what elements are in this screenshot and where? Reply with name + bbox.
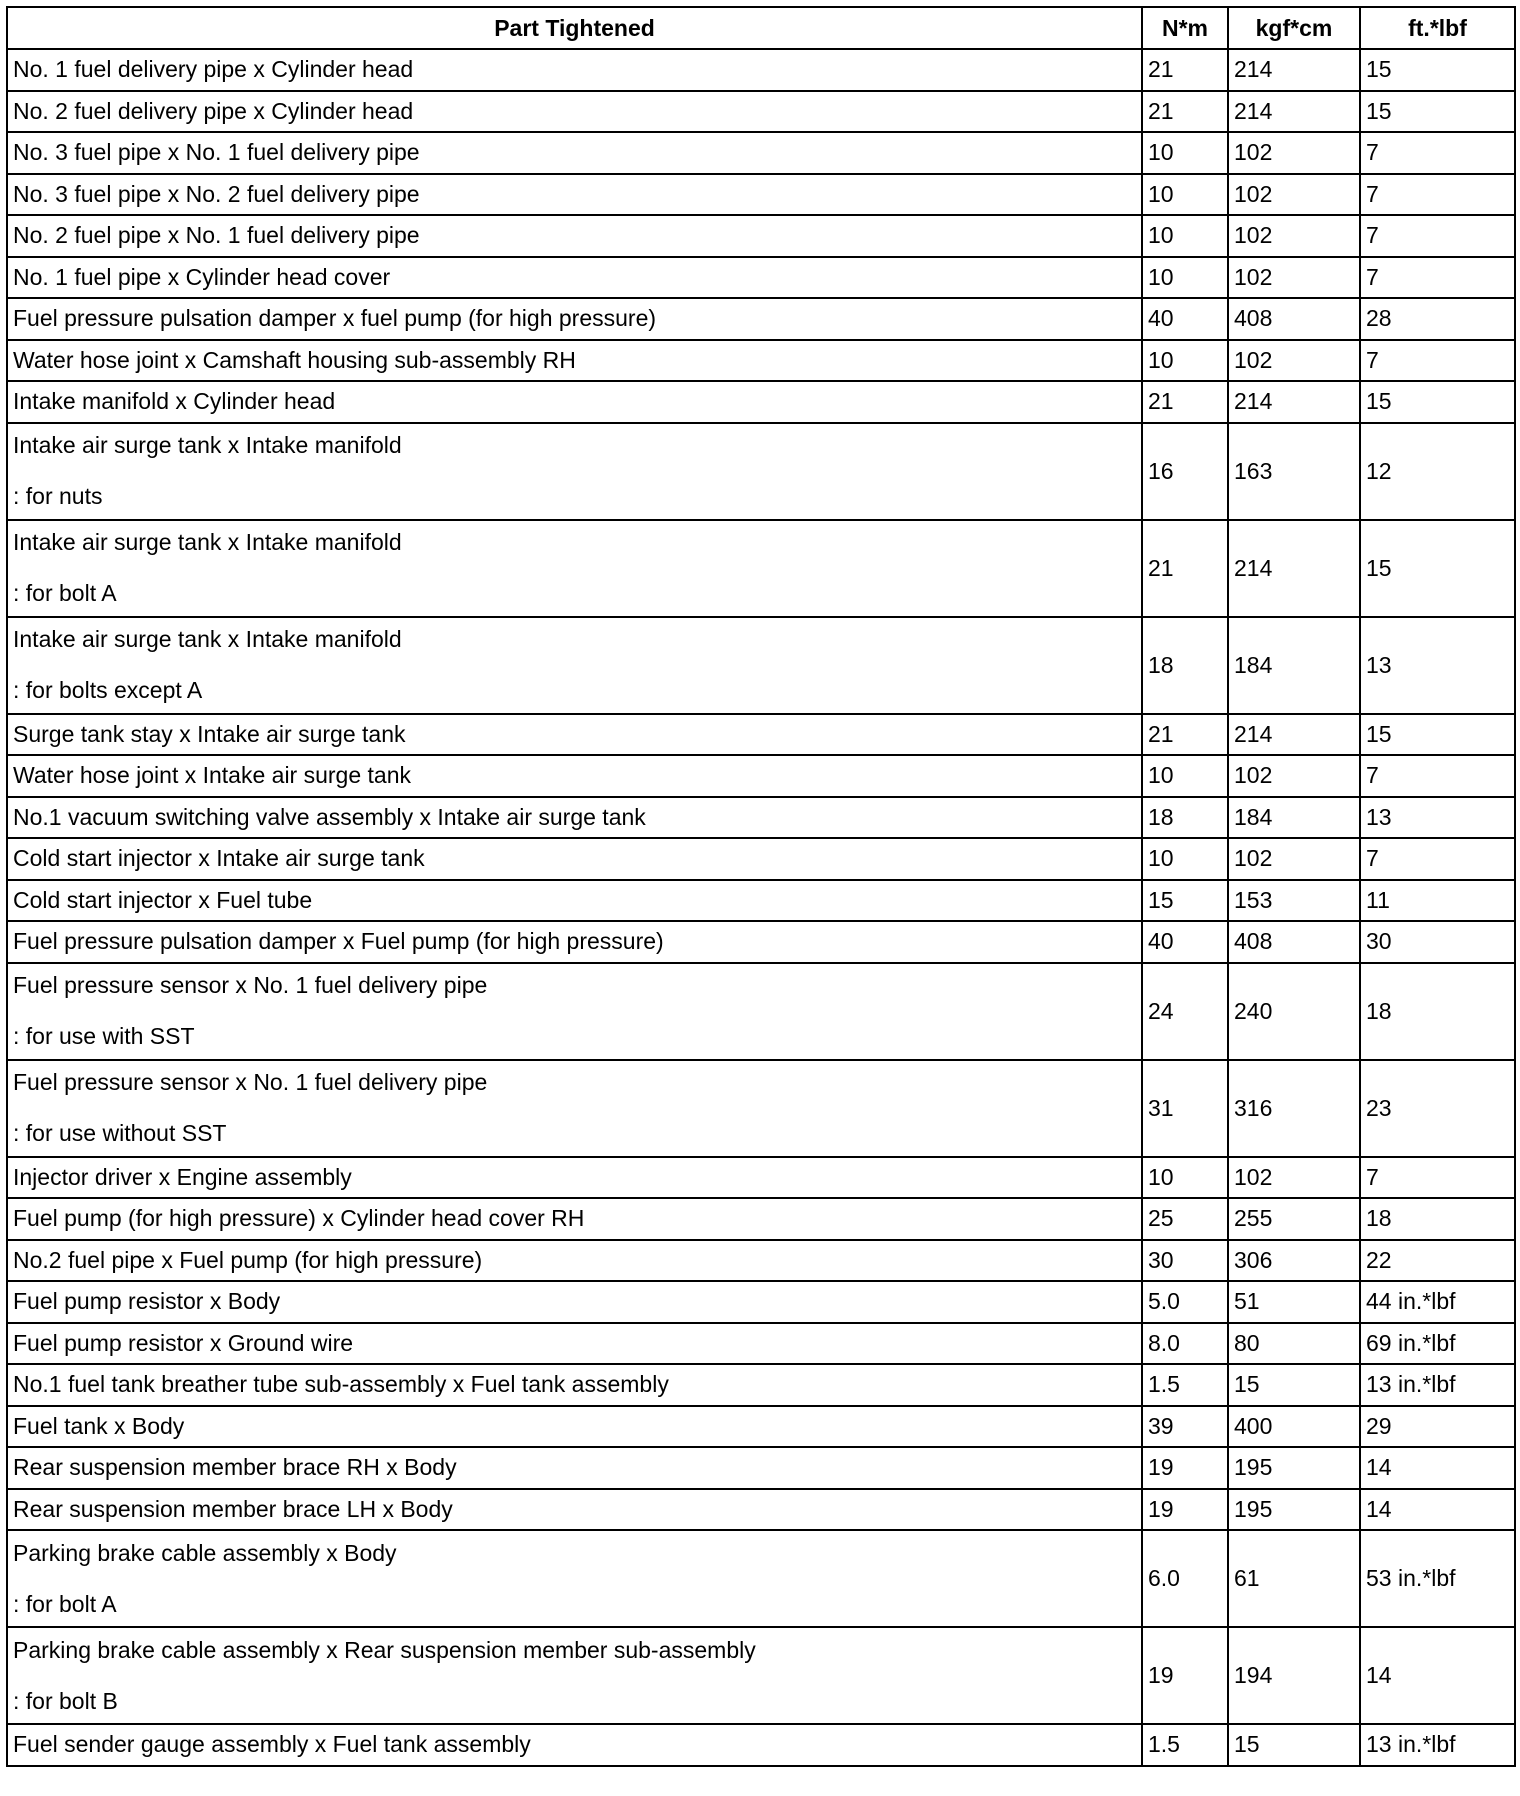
cell-nm: 21 — [1142, 91, 1228, 133]
part-name: No. 2 fuel delivery pipe x Cylinder head — [13, 97, 414, 124]
cell-kgfcm: 51 — [1228, 1281, 1360, 1323]
cell-ftlbf: 13 in.*lbf — [1360, 1364, 1515, 1406]
cell-kgfcm: 15 — [1228, 1364, 1360, 1406]
cell-kgfcm: 163 — [1228, 423, 1360, 520]
cell-ftlbf: 15 — [1360, 714, 1515, 756]
part-name: Fuel pressure sensor x No. 1 fuel delivery pipe — [13, 972, 488, 998]
table-row — [7, 520, 1515, 617]
cell-kgfcm: 214 — [1228, 49, 1360, 91]
cell-part-tightened — [7, 1406, 1142, 1448]
cell-nm: 19 — [1142, 1489, 1228, 1531]
part-name: Fuel pump resistor x Ground wire — [13, 1329, 354, 1356]
part-name: No. 3 fuel pipe x No. 1 fuel delivery pipe — [13, 139, 420, 166]
part-name: Injector driver x Engine assembly — [13, 1163, 352, 1190]
table-row — [7, 298, 1515, 340]
cell-nm: 8.0 — [1142, 1323, 1228, 1365]
cell-part-tightened — [7, 381, 1142, 423]
cell-ftlbf: 18 — [1360, 963, 1515, 1060]
cell-part-tightened — [7, 1323, 1142, 1365]
cell-nm: 19 — [1142, 1447, 1228, 1489]
cell-nm: 10 — [1142, 340, 1228, 382]
table-header-row — [7, 7, 1515, 49]
cell-part-tightened — [7, 1364, 1142, 1406]
part-name: Surge tank stay x Intake air surge tank — [13, 720, 406, 747]
part-name: Intake air surge tank x Intake manifold — [13, 626, 402, 652]
cell-part-tightened — [7, 132, 1142, 174]
table-row — [7, 1530, 1515, 1627]
part-name: Parking brake cable assembly x Rear suspension member sub-assembly — [13, 1636, 756, 1663]
cell-nm: 10 — [1142, 215, 1228, 257]
cell-nm: 24 — [1142, 963, 1228, 1060]
table-row — [7, 1447, 1515, 1489]
cell-part-tightened — [7, 1627, 1142, 1724]
cell-nm: 10 — [1142, 132, 1228, 174]
cell-kgfcm: 102 — [1228, 755, 1360, 797]
cell-nm: 18 — [1142, 617, 1228, 714]
cell-kgfcm: 102 — [1228, 174, 1360, 216]
part-name: No.1 fuel tank breather tube sub-assembly x Fuel tank assembly — [13, 1371, 669, 1398]
table-row — [7, 1627, 1515, 1724]
part-name: Fuel pressure pulsation damper x Fuel pump (for high pressure) — [13, 928, 664, 955]
table-row — [7, 880, 1515, 922]
torque-spec-table-container — [6, 6, 1516, 1767]
cell-kgfcm: 153 — [1228, 880, 1360, 922]
cell-ftlbf: 12 — [1360, 423, 1515, 520]
cell-ftlbf: 15 — [1360, 49, 1515, 91]
cell-part-tightened — [7, 963, 1142, 1060]
cell-ftlbf: 28 — [1360, 298, 1515, 340]
cell-kgfcm: 400 — [1228, 1406, 1360, 1448]
cell-ftlbf: 44 in.*lbf — [1360, 1281, 1515, 1323]
cell-nm: 18 — [1142, 797, 1228, 839]
cell-nm: 39 — [1142, 1406, 1228, 1448]
header-ftlbf: ft.*lbf — [1360, 7, 1515, 49]
table-row — [7, 1281, 1515, 1323]
table-row — [7, 340, 1515, 382]
cell-ftlbf: 14 — [1360, 1627, 1515, 1724]
table-row — [7, 423, 1515, 520]
part-name: Intake air surge tank x Intake manifold — [13, 432, 402, 458]
cell-ftlbf: 15 — [1360, 381, 1515, 423]
table-row — [7, 1060, 1515, 1157]
cell-part-tightened — [7, 797, 1142, 839]
cell-ftlbf: 69 in.*lbf — [1360, 1323, 1515, 1365]
cell-part-tightened — [7, 838, 1142, 880]
table-row — [7, 132, 1515, 174]
part-name: Fuel tank x Body — [13, 1412, 185, 1439]
cell-nm: 19 — [1142, 1627, 1228, 1724]
header-kgfcm: kgf*cm — [1228, 7, 1360, 49]
torque-spec-table — [6, 6, 1516, 1767]
cell-kgfcm: 15 — [1228, 1724, 1360, 1766]
cell-ftlbf: 7 — [1360, 174, 1515, 216]
cell-kgfcm: 184 — [1228, 617, 1360, 714]
cell-ftlbf: 14 — [1360, 1489, 1515, 1531]
part-name: Rear suspension member brace LH x Body — [13, 1495, 453, 1522]
part-note: : for use without SST — [13, 1120, 227, 1146]
part-note: : for bolt A — [13, 580, 117, 606]
table-row — [7, 49, 1515, 91]
part-name: Rear suspension member brace RH x Body — [13, 1454, 457, 1481]
cell-kgfcm: 102 — [1228, 340, 1360, 382]
table-row — [7, 797, 1515, 839]
part-name: Fuel pressure sensor x No. 1 fuel delivery pipe — [13, 1069, 488, 1095]
cell-ftlbf: 11 — [1360, 880, 1515, 922]
cell-ftlbf: 7 — [1360, 257, 1515, 299]
header-nm: N*m — [1142, 7, 1228, 49]
cell-part-tightened — [7, 1447, 1142, 1489]
part-name: Intake manifold x Cylinder head — [13, 388, 336, 415]
cell-part-tightened — [7, 714, 1142, 756]
cell-kgfcm: 306 — [1228, 1240, 1360, 1282]
cell-ftlbf: 15 — [1360, 91, 1515, 133]
cell-kgfcm: 195 — [1228, 1489, 1360, 1531]
table-row — [7, 1489, 1515, 1531]
cell-ftlbf: 23 — [1360, 1060, 1515, 1157]
header-part-tightened: Part Tightened — [7, 7, 1142, 49]
cell-kgfcm: 214 — [1228, 714, 1360, 756]
cell-kgfcm: 80 — [1228, 1323, 1360, 1365]
cell-ftlbf: 29 — [1360, 1406, 1515, 1448]
part-name: No. 1 fuel pipe x Cylinder head cover — [13, 263, 391, 290]
cell-nm: 21 — [1142, 49, 1228, 91]
cell-part-tightened — [7, 1489, 1142, 1531]
cell-ftlbf: 30 — [1360, 921, 1515, 963]
cell-ftlbf: 22 — [1360, 1240, 1515, 1282]
part-note: : for use with SST — [13, 1023, 195, 1049]
cell-kgfcm: 240 — [1228, 963, 1360, 1060]
cell-kgfcm: 102 — [1228, 838, 1360, 880]
cell-part-tightened — [7, 1530, 1142, 1627]
part-name: Fuel pump resistor x Body — [13, 1288, 281, 1315]
part-name: No.1 vacuum switching valve assembly x Intake air surge tank — [13, 803, 646, 830]
cell-part-tightened — [7, 1240, 1142, 1282]
cell-part-tightened — [7, 1724, 1142, 1766]
part-name: Intake air surge tank x Intake manifold — [13, 529, 402, 555]
part-name: No. 3 fuel pipe x No. 2 fuel delivery pipe — [13, 180, 420, 207]
cell-nm: 5.0 — [1142, 1281, 1228, 1323]
cell-part-tightened — [7, 423, 1142, 520]
cell-ftlbf: 7 — [1360, 215, 1515, 257]
cell-nm: 1.5 — [1142, 1724, 1228, 1766]
table-row — [7, 1364, 1515, 1406]
cell-nm: 30 — [1142, 1240, 1228, 1282]
part-name: No.2 fuel pipe x Fuel pump (for high pressure) — [13, 1246, 483, 1273]
cell-ftlbf: 13 in.*lbf — [1360, 1724, 1515, 1766]
cell-kgfcm: 214 — [1228, 381, 1360, 423]
table-row — [7, 755, 1515, 797]
cell-kgfcm: 61 — [1228, 1530, 1360, 1627]
cell-nm: 10 — [1142, 257, 1228, 299]
cell-ftlbf: 13 — [1360, 617, 1515, 714]
cell-nm: 10 — [1142, 755, 1228, 797]
table-row — [7, 1724, 1515, 1766]
cell-part-tightened — [7, 340, 1142, 382]
table-row — [7, 215, 1515, 257]
cell-ftlbf: 7 — [1360, 1157, 1515, 1199]
cell-nm: 10 — [1142, 838, 1228, 880]
cell-part-tightened — [7, 174, 1142, 216]
table-row — [7, 921, 1515, 963]
cell-part-tightened — [7, 298, 1142, 340]
cell-part-tightened — [7, 257, 1142, 299]
cell-kgfcm: 102 — [1228, 132, 1360, 174]
part-name: Parking brake cable assembly x Body — [13, 1539, 397, 1566]
part-name: Fuel pump (for high pressure) x Cylinder head cover RH — [13, 1205, 585, 1232]
cell-nm: 10 — [1142, 1157, 1228, 1199]
cell-nm: 10 — [1142, 174, 1228, 216]
cell-part-tightened — [7, 215, 1142, 257]
cell-ftlbf: 13 — [1360, 797, 1515, 839]
cell-kgfcm: 255 — [1228, 1198, 1360, 1240]
cell-part-tightened — [7, 1060, 1142, 1157]
cell-part-tightened — [7, 91, 1142, 133]
cell-nm: 1.5 — [1142, 1364, 1228, 1406]
part-name: Water hose joint x Intake air surge tank — [13, 762, 412, 789]
cell-part-tightened — [7, 1281, 1142, 1323]
cell-part-tightened — [7, 1157, 1142, 1199]
cell-kgfcm: 194 — [1228, 1627, 1360, 1724]
cell-nm: 21 — [1142, 381, 1228, 423]
table-body — [7, 49, 1515, 1766]
table-row — [7, 617, 1515, 714]
part-name: Water hose joint x Camshaft housing sub-assembly RH — [13, 346, 576, 373]
cell-nm: 16 — [1142, 423, 1228, 520]
cell-kgfcm: 184 — [1228, 797, 1360, 839]
part-note: : for nuts — [13, 483, 103, 509]
cell-nm: 15 — [1142, 880, 1228, 922]
cell-kgfcm: 214 — [1228, 91, 1360, 133]
cell-kgfcm: 408 — [1228, 921, 1360, 963]
cell-ftlbf: 7 — [1360, 132, 1515, 174]
cell-kgfcm: 102 — [1228, 1157, 1360, 1199]
cell-part-tightened — [7, 617, 1142, 714]
cell-nm: 21 — [1142, 520, 1228, 617]
part-note: : for bolts except A — [13, 677, 203, 703]
cell-kgfcm: 214 — [1228, 520, 1360, 617]
cell-part-tightened — [7, 1198, 1142, 1240]
table-row — [7, 91, 1515, 133]
cell-kgfcm: 102 — [1228, 257, 1360, 299]
cell-ftlbf: 14 — [1360, 1447, 1515, 1489]
table-row — [7, 1240, 1515, 1282]
table-row — [7, 257, 1515, 299]
cell-nm: 40 — [1142, 921, 1228, 963]
cell-nm: 25 — [1142, 1198, 1228, 1240]
cell-nm: 6.0 — [1142, 1530, 1228, 1627]
table-row — [7, 1198, 1515, 1240]
part-name: Cold start injector x Fuel tube — [13, 886, 313, 913]
cell-ftlbf: 15 — [1360, 520, 1515, 617]
cell-ftlbf: 53 in.*lbf — [1360, 1530, 1515, 1627]
cell-ftlbf: 7 — [1360, 838, 1515, 880]
cell-part-tightened — [7, 520, 1142, 617]
part-name: No. 2 fuel pipe x No. 1 fuel delivery pipe — [13, 222, 420, 249]
part-name: Cold start injector x Intake air surge tank — [13, 845, 425, 872]
table-row — [7, 381, 1515, 423]
part-name: No. 1 fuel delivery pipe x Cylinder head — [13, 56, 414, 83]
part-note: : for bolt B — [13, 1687, 118, 1714]
table-row — [7, 714, 1515, 756]
cell-kgfcm: 102 — [1228, 215, 1360, 257]
cell-kgfcm: 316 — [1228, 1060, 1360, 1157]
cell-part-tightened — [7, 921, 1142, 963]
table-row — [7, 1406, 1515, 1448]
cell-nm: 40 — [1142, 298, 1228, 340]
table-row — [7, 1323, 1515, 1365]
table-row — [7, 838, 1515, 880]
cell-part-tightened — [7, 755, 1142, 797]
cell-kgfcm: 195 — [1228, 1447, 1360, 1489]
cell-nm: 31 — [1142, 1060, 1228, 1157]
cell-part-tightened — [7, 880, 1142, 922]
part-name: Fuel sender gauge assembly x Fuel tank assembly — [13, 1731, 531, 1758]
cell-ftlbf: 7 — [1360, 755, 1515, 797]
part-note: : for bolt A — [13, 1590, 117, 1617]
table-row — [7, 1157, 1515, 1199]
cell-ftlbf: 18 — [1360, 1198, 1515, 1240]
cell-ftlbf: 7 — [1360, 340, 1515, 382]
table-row — [7, 174, 1515, 216]
cell-nm: 21 — [1142, 714, 1228, 756]
cell-part-tightened — [7, 49, 1142, 91]
cell-kgfcm: 408 — [1228, 298, 1360, 340]
table-row — [7, 963, 1515, 1060]
part-name: Fuel pressure pulsation damper x fuel pump (for high pressure) — [13, 305, 657, 332]
